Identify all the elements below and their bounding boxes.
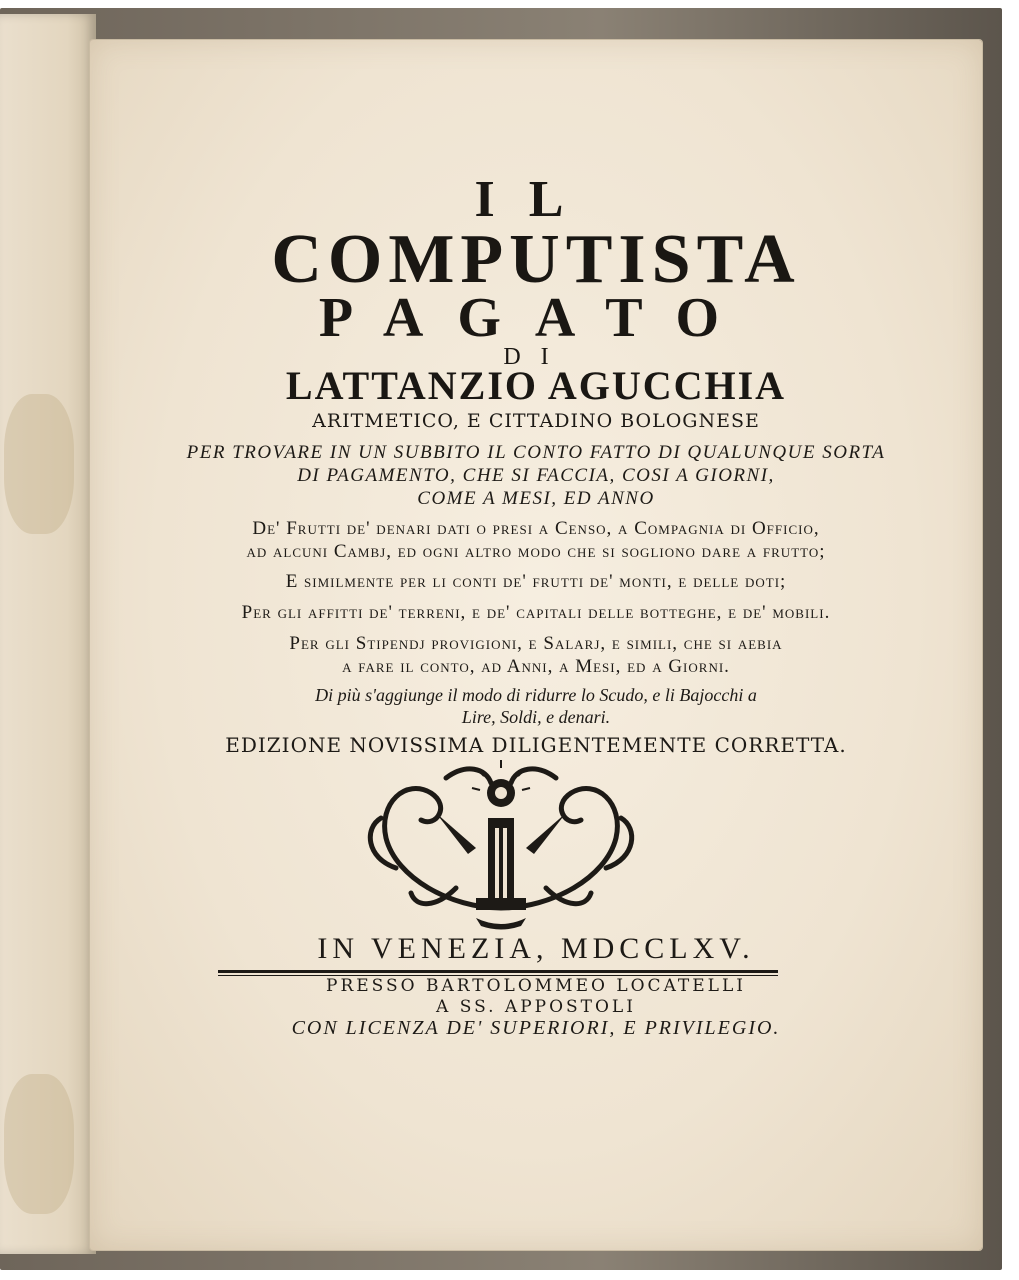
purpose-line-1: PER TROVARE IN UN SUBBITO IL CONTO FATTO DI QUALUNQUE SORTA: [186, 442, 886, 463]
scope-line-2: ad alcuni Cambj, ed ogni altro modo che si sogliono dare a frutto;: [246, 541, 826, 562]
title-line-pagato: PAGATO: [318, 287, 754, 349]
scope-line-4: Per gli affitti de' terreni, e de' capitali delle botteghe, e de' mobili.: [241, 602, 831, 623]
author-description: ARITMETICO, E CITTADINO BOLOGNESE: [312, 410, 760, 432]
title-page: [90, 40, 982, 1250]
printer-location: A SS. APPOSTOLI: [436, 997, 636, 1017]
printer-name: PRESSO BARTOLOMMEO LOCATELLI: [326, 976, 746, 996]
addition-line-2: Lire, Soldi, e denari.: [461, 707, 611, 727]
scope-line-3: E similmente per li conti de' frutti de' monti, e delle doti;: [285, 571, 787, 592]
scope-line-1: De' Frutti de' denari dati o presi a Censo, a Compagnia di Officio,: [252, 518, 820, 539]
title-line-di: DI: [503, 344, 569, 370]
purpose-line-2: DI PAGAMENTO, CHE SI FACCIA, COSI A GIORNI,: [297, 465, 775, 486]
page-stain: [4, 394, 74, 534]
printers-ornament-icon: [356, 758, 646, 930]
addition-line-1: Di più s'aggiunge il modo di ridurre lo Scudo, e li Bajocchi a: [315, 685, 757, 705]
left-page-edge: [0, 14, 96, 1254]
imprint-place-date: IN VENEZIA, MDCCLXV.: [317, 932, 755, 965]
title-line-computista: COMPUTISTA: [271, 221, 801, 298]
author-name: LATTANZIO AGUCCHIA: [285, 363, 787, 408]
scope-line-5: Per gli Stipendj provigioni, e Salarj, e simili, che si aebia: [289, 633, 783, 654]
page-stain: [4, 1074, 74, 1214]
title-line-il: IL: [474, 171, 598, 228]
scope-line-6: a fare il conto, ad Anni, a Mesi, ed a Giorni.: [342, 656, 730, 677]
license-note: CON LICENZA DE' SUPERIORI, E PRIVILEGIO.: [291, 1017, 781, 1039]
purpose-line-3: COME A MESI, ED ANNO: [417, 488, 655, 509]
imprint-rule: [218, 970, 778, 973]
edition-note: EDIZIONE NOVISSIMA DILIGENTEMENTE CORRETTA.: [225, 733, 847, 757]
